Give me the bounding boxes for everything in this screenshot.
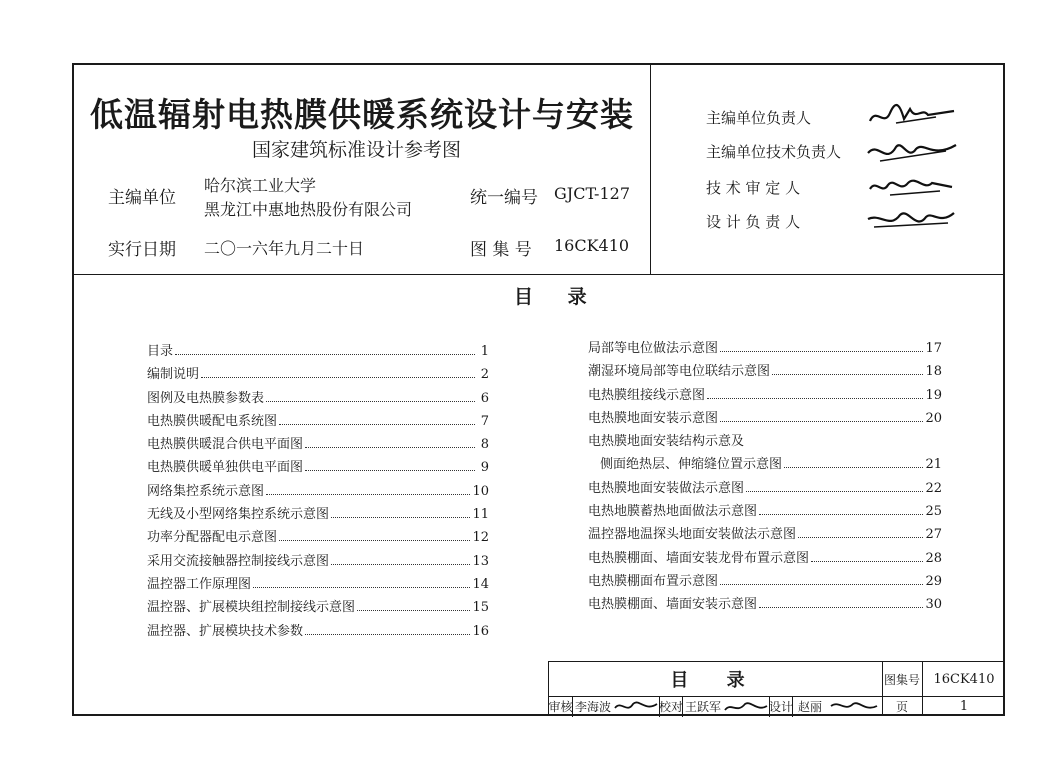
toc-entry-title: 潮湿环境局部等电位联结示意图 [588, 364, 771, 380]
toc-entry-title: 网络集控系统示意图 [147, 483, 265, 499]
toc-entry-page: 6 [480, 390, 489, 406]
role-design-chief: 设 计 负 责 人 [706, 213, 801, 231]
effective-date-label: 实行日期 [108, 240, 176, 260]
designer-signature [829, 698, 879, 715]
toc-leader-dots [305, 625, 470, 635]
toc-entry-title: 功率分配器配电示意图 [147, 530, 278, 546]
compiler-label: 主编单位 [108, 188, 176, 208]
toc-entry-page: 29 [925, 573, 942, 589]
toc-entry [588, 477, 942, 500]
toc-leader-dots [266, 392, 475, 402]
toc-entry-page: 1 [480, 344, 489, 359]
toc-entry-page: 19 [925, 387, 942, 403]
title-block [548, 661, 1005, 716]
toc-entry-page: 9 [480, 460, 489, 476]
title-block-title: 目 录 [670, 670, 761, 691]
toc-leader-dots [175, 345, 475, 355]
toc-entry [147, 573, 489, 596]
toc-entry [588, 523, 942, 546]
toc-entry-title: 采用交流接触器控制接线示意图 [147, 553, 330, 569]
toc-leader-dots [331, 508, 470, 518]
role-chief-unit: 主编单位负责人 [706, 109, 812, 127]
header-divider-vertical [650, 65, 651, 274]
toc-entry [588, 547, 942, 570]
compiler-2: 黑龙江中惠地热股份有限公司 [204, 200, 413, 219]
toc-entry-title: 电热膜棚面、墙面安装龙骨布置示意图 [588, 550, 810, 566]
signature-tech-approver [866, 171, 958, 201]
drawing-frame [72, 63, 1005, 716]
toc-entry [147, 387, 489, 410]
title-block-atlas-no-label: 图集号 [883, 672, 920, 687]
toc-entry [147, 480, 489, 503]
signature-chief-unit [866, 101, 958, 131]
toc-entry-title: 电热膜棚面布置示意图 [588, 573, 719, 589]
checker-signature [723, 698, 769, 715]
toc-entry-title: 局部等电位做法示意图 [588, 341, 719, 356]
toc-entry-page: 16 [472, 623, 489, 639]
toc-leader-dots [784, 458, 923, 468]
toc-entry-title: 电热膜地面安装示意图 [588, 410, 719, 426]
toc-entry-page: 2 [480, 367, 489, 383]
reviewer-signature [613, 698, 659, 715]
toc-entry [588, 360, 942, 383]
toc-leader-dots [720, 412, 923, 422]
toc-entry-page: 25 [925, 504, 942, 520]
toc-entry-title: 无线及小型网络集控系统示意图 [147, 507, 330, 523]
toc-entry-page: 10 [472, 483, 489, 499]
review-label: 审核 [549, 696, 573, 717]
toc-leader-dots [720, 342, 923, 352]
toc-entry-page: 17 [925, 341, 942, 356]
toc-leader-dots [811, 552, 923, 562]
toc-leader-dots [720, 575, 923, 585]
toc-entry-title: 图例及电热膜参数表 [147, 390, 265, 406]
design-label: 设计 [769, 696, 793, 717]
toc-entry [588, 430, 942, 453]
role-tech-chief: 主编单位技术负责人 [706, 143, 842, 161]
toc-leader-dots [279, 531, 470, 541]
role-tech-approver: 技 术 审 定 人 [706, 179, 801, 197]
header-divider [74, 274, 1003, 275]
unified-no: GJCT-127 [554, 184, 630, 203]
toc-leader-dots [772, 365, 923, 375]
toc-entry-title: 电热膜供暖混合供电平面图 [147, 437, 304, 453]
page-number: 1 [959, 699, 969, 714]
toc-leader-dots [305, 438, 475, 448]
toc-entry [588, 570, 942, 593]
toc-entry-page: 11 [472, 507, 489, 523]
toc-entry-title: 电热膜地面安装结构示意及 [588, 434, 745, 450]
toc-heading: 目 录 [514, 286, 601, 308]
atlas-subtitle: 国家建筑标准设计参考图 [252, 139, 462, 161]
toc-entry-title: 电热膜组接线示意图 [588, 387, 706, 403]
signature-design-chief [866, 205, 958, 235]
toc-entry-title: 电热膜棚面、墙面安装示意图 [588, 597, 758, 613]
toc-entry-title: 侧面绝热层、伸缩缝位置示意图 [600, 457, 783, 473]
toc-entry [147, 433, 489, 456]
toc-entry [147, 550, 489, 573]
atlas-no-label: 图 集 号 [470, 240, 532, 260]
toc-leader-dots [253, 578, 470, 588]
toc-entry [588, 500, 942, 523]
toc-leader-dots [707, 389, 923, 399]
toc-leader-dots [279, 415, 475, 425]
toc-leader-dots [746, 482, 923, 492]
toc-entry [147, 620, 489, 643]
signature-tech-chief [866, 137, 958, 167]
toc-leader-dots [305, 461, 475, 471]
toc-entry [588, 593, 942, 616]
atlas-no: 16CK410 [554, 236, 630, 255]
toc-entry [147, 456, 489, 479]
toc-leader-dots [798, 528, 923, 538]
atlas-title: 低温辐射电热膜供暖系统设计与安装 [90, 95, 634, 134]
reviewer-name: 李海波 [574, 700, 611, 714]
toc-entry [147, 526, 489, 549]
toc-entry-title: 目录 [147, 344, 174, 359]
toc-entry-page: 13 [472, 553, 489, 569]
toc-entry [588, 407, 942, 430]
toc-entry-title: 温控器地温探头地面安装做法示意图 [588, 527, 797, 543]
toc-entry-title: 电热膜地面安装做法示意图 [588, 480, 745, 496]
toc-entry-page: 20 [925, 410, 942, 426]
toc-entry [588, 384, 942, 407]
toc-entry-title: 电热膜供暖配电系统图 [147, 413, 278, 429]
toc-entry-page: 12 [472, 530, 489, 546]
toc-leader-dots [759, 598, 923, 608]
toc-entry-page: 14 [472, 576, 489, 592]
page-label: 页 [895, 700, 908, 714]
toc-entry [147, 340, 489, 363]
toc-entry-page: 27 [925, 527, 942, 543]
unified-no-label: 统一编号 [470, 188, 538, 208]
toc-entry-title: 电热地膜蓄热地面做法示意图 [588, 504, 758, 520]
title-block-atlas-no: 16CK410 [933, 671, 995, 687]
toc-entry [147, 363, 489, 386]
toc-leader-dots [331, 555, 470, 565]
toc-entry-page: 22 [925, 480, 942, 496]
toc-entry-page: 30 [925, 597, 942, 613]
toc-leader-dots [201, 368, 475, 378]
toc-left-column [147, 340, 489, 643]
toc-entry [147, 596, 489, 619]
toc-entry-title: 温控器、扩展模块技术参数 [147, 623, 304, 639]
toc-entry-title: 编制说明 [147, 367, 200, 383]
toc-entry-page: 18 [925, 364, 942, 380]
toc-entry [147, 503, 489, 526]
toc-leader-dots [759, 505, 923, 515]
toc-entry [588, 337, 942, 360]
toc-entry-title: 温控器工作原理图 [147, 576, 252, 592]
checker-name: 王跃军 [684, 700, 721, 714]
toc-entry [147, 410, 489, 433]
effective-date: 二〇一六年九月二十日 [204, 239, 365, 258]
toc-right-column [588, 337, 942, 617]
toc-entry-title: 温控器、扩展模块组控制接线示意图 [147, 600, 356, 616]
toc-leader-dots [357, 601, 470, 611]
toc-entry [588, 453, 942, 476]
toc-entry-page: 15 [472, 600, 489, 616]
toc-entry-page: 21 [925, 457, 942, 473]
compiler-1: 哈尔滨工业大学 [204, 176, 317, 195]
toc-entry-page: 7 [480, 413, 489, 429]
toc-entry-page: 8 [480, 437, 489, 453]
toc-entry-page: 28 [925, 550, 942, 566]
designer-name: 赵丽 [797, 700, 822, 714]
check-label: 校对 [659, 696, 683, 717]
toc-leader-dots [266, 485, 470, 495]
toc-entry-title: 电热膜供暖单独供电平面图 [147, 460, 304, 476]
